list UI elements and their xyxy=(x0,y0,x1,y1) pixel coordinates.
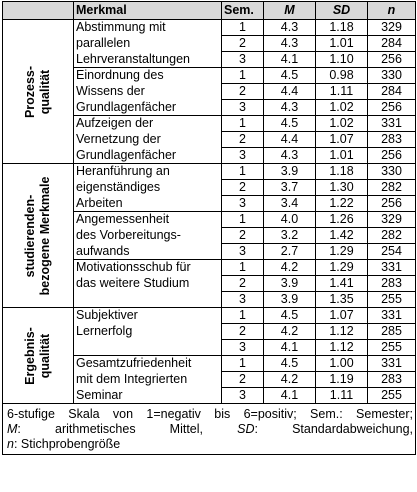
group-label-line: bezogene Merkmale xyxy=(38,176,52,295)
n-cell: 331 xyxy=(368,260,416,276)
sd-cell: 1.11 xyxy=(316,84,368,100)
n-cell: 282 xyxy=(368,180,416,196)
sem-cell: 3 xyxy=(222,388,264,404)
sem-cell: 2 xyxy=(222,132,264,148)
footnote-m-text: : arithmetisches Mittel, xyxy=(17,422,238,436)
footnote-row xyxy=(3,404,416,455)
footnote-n: n xyxy=(7,437,14,451)
m-cell: 3.4 xyxy=(264,196,316,212)
group-label xyxy=(23,65,53,117)
m-cell: 4.5 xyxy=(264,68,316,84)
table-row xyxy=(3,308,416,324)
m-cell: 4.5 xyxy=(264,116,316,132)
merkmal-cell: Einordnung des xyxy=(74,68,222,84)
sd-cell: 1.41 xyxy=(316,276,368,292)
n-cell: 284 xyxy=(368,84,416,100)
sd-cell: 1.12 xyxy=(316,324,368,340)
header-m: M xyxy=(264,2,316,20)
sd-cell: 1.11 xyxy=(316,388,368,404)
sem-cell: 3 xyxy=(222,244,264,260)
m-cell: 4.3 xyxy=(264,36,316,52)
sd-cell: 1.22 xyxy=(316,196,368,212)
group-label xyxy=(23,176,53,295)
footnote-line-2 xyxy=(7,422,413,437)
sd-cell: 0.98 xyxy=(316,68,368,84)
sem-cell: 1 xyxy=(222,164,264,180)
merkmal-cell: das weitere Studium xyxy=(74,276,222,292)
m-cell: 3.7 xyxy=(264,180,316,196)
sd-cell: 1.29 xyxy=(316,244,368,260)
n-cell: 283 xyxy=(368,276,416,292)
m-cell: 2.7 xyxy=(264,244,316,260)
sem-cell: 2 xyxy=(222,180,264,196)
sd-cell: 1.35 xyxy=(316,292,368,308)
group-label-cell xyxy=(3,20,74,164)
n-cell: 255 xyxy=(368,340,416,356)
sem-cell: 1 xyxy=(222,212,264,228)
merkmal-cell: mit dem Integrierten xyxy=(74,372,222,388)
merkmal-cell: Subjektiver xyxy=(74,308,222,324)
group-label-line: Ergebnis- xyxy=(23,326,37,385)
sd-cell: 1.29 xyxy=(316,260,368,276)
m-cell: 4.2 xyxy=(264,260,316,276)
n-cell: 329 xyxy=(368,20,416,36)
m-cell: 4.1 xyxy=(264,388,316,404)
n-cell: 330 xyxy=(368,68,416,84)
merkmal-cell: eigenständiges xyxy=(74,180,222,196)
m-cell: 3.9 xyxy=(264,164,316,180)
m-cell: 4.0 xyxy=(264,212,316,228)
sem-cell: 3 xyxy=(222,100,264,116)
sem-cell: 3 xyxy=(222,292,264,308)
sem-cell: 3 xyxy=(222,148,264,164)
m-cell: 4.2 xyxy=(264,324,316,340)
merkmal-cell: des Vorbereitungs- xyxy=(74,228,222,244)
merkmal-cell: Motivationsschub für xyxy=(74,260,222,276)
sem-cell: 1 xyxy=(222,68,264,84)
sd-cell: 1.01 xyxy=(316,148,368,164)
m-cell: 4.1 xyxy=(264,340,316,356)
sd-cell: 1.19 xyxy=(316,372,368,388)
sem-cell: 2 xyxy=(222,324,264,340)
header-empty-cell xyxy=(3,2,74,20)
merkmal-cell: Lehrveranstaltungen xyxy=(74,52,222,68)
n-cell: 256 xyxy=(368,52,416,68)
group-label-line: qualität xyxy=(38,69,52,114)
table-row xyxy=(3,20,416,36)
n-cell: 329 xyxy=(368,212,416,228)
merkmal-cell: Lernerfolg xyxy=(74,324,222,340)
m-cell: 3.9 xyxy=(264,292,316,308)
footnote-sd: SD xyxy=(237,422,255,436)
group-label-cell xyxy=(3,308,74,404)
sem-cell: 1 xyxy=(222,260,264,276)
m-cell: 4.3 xyxy=(264,148,316,164)
merkmal-cell: Vernetzung der xyxy=(74,132,222,148)
sd-cell: 1.10 xyxy=(316,52,368,68)
footnote-m: M xyxy=(7,422,18,436)
header-sem: Sem. xyxy=(222,2,264,20)
group-label-line: qualität xyxy=(38,333,52,378)
sem-cell: 2 xyxy=(222,228,264,244)
sem-cell: 3 xyxy=(222,340,264,356)
n-cell: 283 xyxy=(368,372,416,388)
m-cell: 3.9 xyxy=(264,276,316,292)
n-cell: 331 xyxy=(368,116,416,132)
n-cell: 285 xyxy=(368,324,416,340)
n-cell: 256 xyxy=(368,196,416,212)
m-cell: 4.4 xyxy=(264,132,316,148)
m-cell: 4.3 xyxy=(264,20,316,36)
m-cell: 4.5 xyxy=(264,356,316,372)
merkmal-cell: Aufzeigen der xyxy=(74,116,222,132)
m-cell: 4.5 xyxy=(264,308,316,324)
footnote xyxy=(3,404,416,455)
sem-cell: 2 xyxy=(222,36,264,52)
sd-cell: 1.02 xyxy=(316,116,368,132)
merkmal-cell: Grundlagenfächer xyxy=(74,148,222,164)
m-cell: 4.1 xyxy=(264,52,316,68)
header-merkmal: Merkmal xyxy=(74,2,222,20)
sem-cell: 1 xyxy=(222,308,264,324)
m-cell: 4.3 xyxy=(264,100,316,116)
n-cell: 255 xyxy=(368,292,416,308)
sd-cell: 1.07 xyxy=(316,308,368,324)
n-cell: 282 xyxy=(368,228,416,244)
n-cell: 254 xyxy=(368,244,416,260)
sd-cell: 1.42 xyxy=(316,228,368,244)
footnote-sd-text: : Standardabweichung, xyxy=(254,422,413,436)
n-cell: 284 xyxy=(368,36,416,52)
footnote-n-text: : Stichprobengröße xyxy=(13,437,121,451)
group-label-line: studierenden- xyxy=(23,194,37,277)
sd-cell: 1.07 xyxy=(316,132,368,148)
sem-cell: 2 xyxy=(222,372,264,388)
group-label xyxy=(23,327,53,385)
merkmal-cell: parallelen xyxy=(74,36,222,52)
header-sd: SD xyxy=(316,2,368,20)
n-cell: 330 xyxy=(368,164,416,180)
merkmal-cell: Arbeiten xyxy=(74,196,222,212)
sd-cell: 1.02 xyxy=(316,100,368,116)
sem-cell: 1 xyxy=(222,116,264,132)
m-cell: 3.2 xyxy=(264,228,316,244)
header-n: n xyxy=(368,2,416,20)
sd-cell: 1.26 xyxy=(316,212,368,228)
n-cell: 331 xyxy=(368,356,416,372)
footnote-line-1: 6-stufige Skala von 1=negativ bis 6=positiv; Sem.: Semester; xyxy=(7,407,413,421)
sem-cell: 2 xyxy=(222,276,264,292)
merkmal-cell: Seminar xyxy=(74,388,222,404)
table-row xyxy=(3,164,416,180)
n-cell: 256 xyxy=(368,148,416,164)
sd-cell: 1.18 xyxy=(316,164,368,180)
n-cell: 331 xyxy=(368,308,416,324)
n-cell: 283 xyxy=(368,132,416,148)
merkmal-cell: Abstimmung mit xyxy=(74,20,222,36)
sd-cell: 1.30 xyxy=(316,180,368,196)
sem-cell: 3 xyxy=(222,196,264,212)
m-cell: 4.4 xyxy=(264,84,316,100)
statistics-table xyxy=(2,1,416,455)
sem-cell: 3 xyxy=(222,52,264,68)
merkmal-cell xyxy=(74,340,222,356)
sem-cell: 2 xyxy=(222,84,264,100)
merkmal-cell: Gesamtzufriedenheit xyxy=(74,356,222,372)
merkmal-cell: Heranführung an xyxy=(74,164,222,180)
sd-cell: 1.18 xyxy=(316,20,368,36)
sem-cell: 1 xyxy=(222,20,264,36)
merkmal-cell: aufwands xyxy=(74,244,222,260)
merkmal-cell: Grundlagenfächer xyxy=(74,100,222,116)
merkmal-cell xyxy=(74,292,222,308)
sd-cell: 1.12 xyxy=(316,340,368,356)
group-label-cell xyxy=(3,164,74,308)
merkmal-cell: Wissens der xyxy=(74,84,222,100)
sd-cell: 1.01 xyxy=(316,36,368,52)
merkmal-cell: Angemessenheit xyxy=(74,212,222,228)
sd-cell: 1.00 xyxy=(316,356,368,372)
header-row xyxy=(3,2,416,20)
m-cell: 4.2 xyxy=(264,372,316,388)
group-label-line: Prozess- xyxy=(23,65,37,118)
n-cell: 255 xyxy=(368,388,416,404)
n-cell: 256 xyxy=(368,100,416,116)
footnote-line-3 xyxy=(7,437,413,452)
sem-cell: 1 xyxy=(222,356,264,372)
